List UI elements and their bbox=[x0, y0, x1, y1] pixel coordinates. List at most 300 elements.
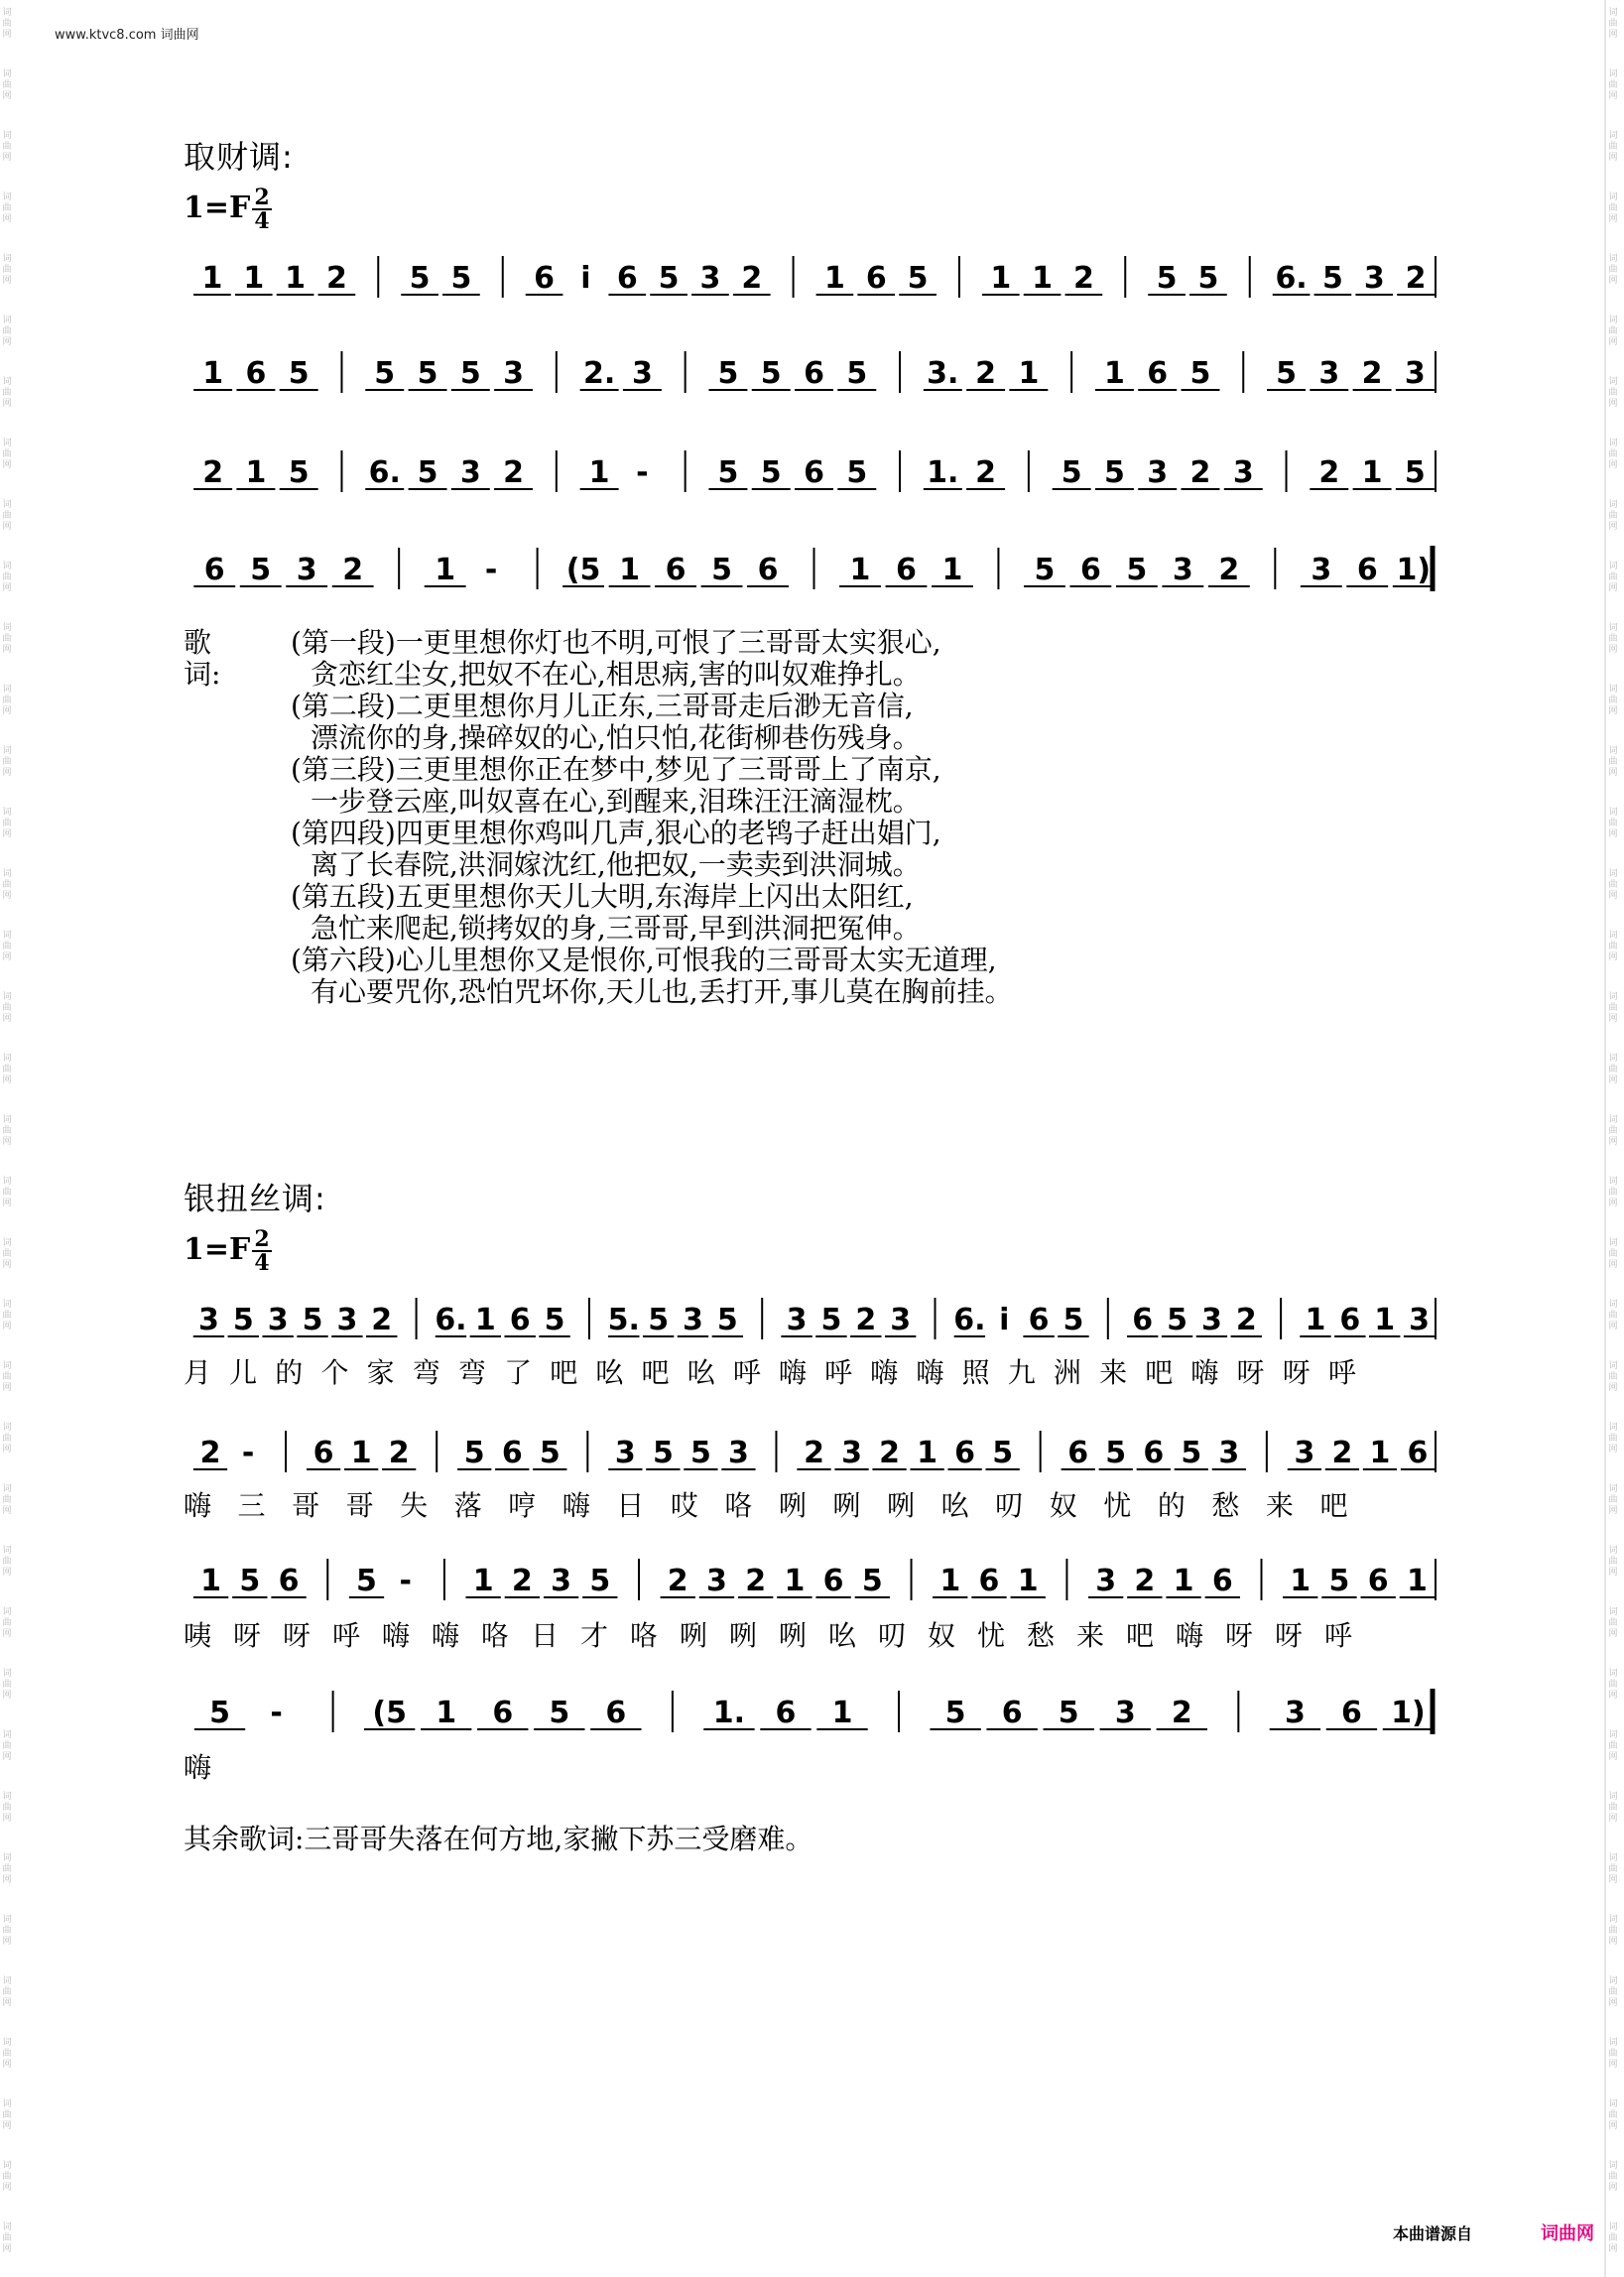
song2-line2-note: 6 bbox=[1067, 1436, 1089, 1470]
song2-line3-note: 5 bbox=[239, 1564, 261, 1598]
song1-key-signature bbox=[184, 187, 272, 232]
footer-source-text: 本曲谱源自 bbox=[1393, 2224, 1473, 2243]
song2-line1-note: 5 bbox=[544, 1303, 565, 1337]
song2-line2-note: 5 bbox=[539, 1436, 561, 1470]
side-watermark-text: 词曲网 bbox=[2, 808, 12, 839]
side-watermark-text: 词曲网 bbox=[1608, 1484, 1618, 1516]
footer-site-logo: 词曲网 bbox=[1541, 2223, 1594, 2244]
song1-line2-note: 3 bbox=[1404, 356, 1426, 391]
song2-line3-note: 1 bbox=[1290, 1564, 1312, 1598]
song2-time-num: 2 bbox=[254, 1226, 270, 1252]
song2-lyric-char: 洲 bbox=[1053, 1356, 1081, 1389]
song2-line2-note: 2 bbox=[388, 1436, 410, 1470]
song1-line4-note: 3 bbox=[296, 553, 317, 587]
song2-line2-note: 6 bbox=[1407, 1436, 1429, 1470]
song2-lyric-char: 吧 bbox=[1126, 1619, 1155, 1652]
song2-lyric-char: 吧 bbox=[1319, 1489, 1348, 1522]
side-watermark-text: 词曲网 bbox=[1608, 869, 1618, 901]
side-watermark-text: 词曲网 bbox=[2, 992, 12, 1024]
side-watermark-text: 词曲网 bbox=[1608, 1853, 1618, 1885]
song2-lyric-char: 嗨 bbox=[432, 1619, 460, 1652]
song2-line1-note: 3 bbox=[1409, 1303, 1431, 1337]
song2-line1-note: 5 bbox=[302, 1303, 323, 1337]
song2-lyric-char: 呀 bbox=[1282, 1356, 1311, 1389]
song2-time-den: 4 bbox=[254, 1250, 270, 1276]
song2-lyric-char: 吆 bbox=[940, 1489, 969, 1522]
song2-line3-notation-svg bbox=[184, 1551, 1438, 1620]
side-watermark-text: 词曲网 bbox=[1608, 1115, 1618, 1147]
side-watermark-text: 词曲网 bbox=[2, 2099, 12, 2131]
song2-line3-note: 1 bbox=[784, 1564, 806, 1598]
song1-line1-note: 3 bbox=[1363, 261, 1385, 296]
side-watermark-text: 词曲网 bbox=[1608, 1361, 1618, 1393]
side-watermark-text: 词曲网 bbox=[2, 316, 12, 347]
song2-line4-note: 6 bbox=[775, 1696, 797, 1730]
song1-line3-note: 5 bbox=[1404, 455, 1426, 490]
song1-line4-note: 5 bbox=[711, 553, 732, 587]
song2-line1-note: 3 bbox=[1200, 1303, 1222, 1337]
song2-lyric-char: 的 bbox=[1157, 1489, 1186, 1522]
song2-line2-note: 5 bbox=[992, 1436, 1014, 1470]
side-watermark-text: 词曲网 bbox=[1608, 500, 1618, 532]
side-watermark-text: 词曲网 bbox=[2, 1177, 12, 1208]
side-watermark-text: 词曲网 bbox=[1608, 2161, 1618, 2193]
song2-lyric-char: 咧 bbox=[729, 1619, 758, 1652]
song2-line3-note: 1 bbox=[1173, 1564, 1194, 1598]
side-watermark-text: 词曲网 bbox=[2, 746, 12, 778]
song1-line4-note: 1 bbox=[849, 553, 871, 587]
song2-staff-line-3 bbox=[184, 1551, 1438, 1620]
song2-line2-note: 5 bbox=[1181, 1436, 1202, 1470]
side-watermark-text: 词曲网 bbox=[1608, 1423, 1618, 1455]
song2-line1-note: 5 bbox=[820, 1303, 842, 1337]
song1-staff-line-4 bbox=[184, 540, 1438, 609]
song1-time-den: 4 bbox=[254, 208, 270, 234]
song2-line1-note: 3 bbox=[267, 1303, 289, 1337]
right-watermark-strip bbox=[1604, 0, 1624, 2277]
song2-line4-note: 6 bbox=[1001, 1696, 1023, 1730]
side-watermark-text: 词曲网 bbox=[1608, 1177, 1618, 1208]
song1-line2-note: 5 bbox=[1276, 356, 1297, 391]
song2-line1-note: 5. bbox=[607, 1303, 640, 1337]
song2-lyric-char: 哎 bbox=[670, 1489, 698, 1522]
song1-line1-note: 3 bbox=[699, 261, 721, 296]
song1-line2-note: 6 bbox=[245, 356, 267, 391]
song2-lyric-line-3 bbox=[184, 1614, 1438, 1654]
song2-line4-note: 1) bbox=[1391, 1696, 1426, 1730]
song2-line3-note: 6 bbox=[978, 1564, 1000, 1598]
song2-line2-note: 1 bbox=[350, 1436, 372, 1470]
song2-line4-notation-svg bbox=[184, 1683, 1438, 1752]
song2-lyric-char: 吧 bbox=[550, 1356, 578, 1389]
song1-line4-note: - bbox=[484, 553, 498, 587]
side-watermark-text: 词曲网 bbox=[1608, 623, 1618, 655]
song1-line3-note: 3 bbox=[1232, 455, 1254, 490]
song1-line2-note: 6 bbox=[1147, 356, 1169, 391]
song2-line1-note: 1 bbox=[1374, 1303, 1396, 1337]
lyrics-label: 歌词: bbox=[184, 626, 221, 691]
side-watermark-text: 词曲网 bbox=[1608, 808, 1618, 839]
song1-line3-note: 5 bbox=[288, 455, 310, 490]
song2-lyric-char: 嗨 bbox=[1176, 1619, 1204, 1652]
song2-lyric-char: 愁 bbox=[1027, 1619, 1056, 1652]
song2-lyric-char: 吆 bbox=[687, 1356, 715, 1389]
song2-line2-note: 2 bbox=[804, 1436, 824, 1470]
song2-line3-note: 5 bbox=[861, 1564, 883, 1598]
song1-line2-note: 1 bbox=[1103, 356, 1125, 391]
song2-line3-note: 6 bbox=[822, 1564, 844, 1598]
song2-lyric-char: 哼 bbox=[508, 1489, 537, 1522]
side-watermark-text: 词曲网 bbox=[1608, 2222, 1618, 2254]
song2-line2-note: 5 bbox=[1105, 1436, 1127, 1470]
song2-line2-note: 2 bbox=[1331, 1436, 1353, 1470]
song2-line2-note: 1 bbox=[1369, 1436, 1391, 1470]
song2-lyric-char: 才 bbox=[580, 1619, 609, 1652]
side-watermark-text: 词曲网 bbox=[2, 1361, 12, 1393]
song2-line2-note: 3 bbox=[841, 1436, 862, 1470]
song2-line4-note: 6 bbox=[1340, 1696, 1362, 1730]
song2-line3-note: 1 bbox=[200, 1564, 222, 1598]
song2-lyric-char: 日 bbox=[616, 1489, 645, 1522]
song2-lyric-char: 咧 bbox=[779, 1619, 808, 1652]
side-watermark-text: 词曲网 bbox=[2, 1730, 12, 1762]
song2-line4-note: 6 bbox=[605, 1696, 627, 1730]
song1-line3-note: 1 bbox=[1361, 455, 1383, 490]
song1-line2-note: 3. bbox=[927, 356, 959, 391]
song1-line4-notation-svg bbox=[184, 540, 1438, 609]
song2-lyric-char: 吧 bbox=[1145, 1356, 1174, 1389]
song2-line2-note: 6 bbox=[501, 1436, 523, 1470]
song2-lyric-char: 嗨 bbox=[779, 1356, 808, 1389]
side-watermark-text: 词曲网 bbox=[1608, 439, 1618, 470]
song1-staff-line-1 bbox=[184, 248, 1438, 317]
song2-lyric-char: 咧 bbox=[887, 1489, 916, 1522]
song1-line4-note: 3 bbox=[1311, 553, 1332, 587]
song1-line1-note: 5 bbox=[1321, 261, 1343, 296]
song2-lyric-char: 失 bbox=[400, 1489, 429, 1522]
side-watermark-text: 词曲网 bbox=[2, 8, 12, 40]
song2-lyric-char: 咧 bbox=[779, 1489, 808, 1522]
song2-title: 银扭丝调: bbox=[184, 1180, 326, 1217]
song2-lyric-char: 儿 bbox=[229, 1356, 258, 1389]
song2-lyric-char: 呀 bbox=[1225, 1619, 1254, 1652]
song1-line1-note: 5 bbox=[1197, 261, 1219, 296]
song2-line2-note: 1 bbox=[917, 1436, 938, 1470]
song2-line2-note: 2 bbox=[199, 1436, 221, 1470]
song2-lyric-line-2 bbox=[184, 1484, 1438, 1524]
song2-lyric-char: 吆 bbox=[595, 1356, 624, 1389]
side-watermark-text: 词曲网 bbox=[2, 1115, 12, 1147]
side-watermark-text: 词曲网 bbox=[2, 254, 12, 286]
side-watermark-text: 词曲网 bbox=[2, 2161, 12, 2193]
song2-line2-note: 3 bbox=[1218, 1436, 1240, 1470]
song1-line2-note: 2 bbox=[975, 356, 997, 391]
song2-line1-note: 3 bbox=[890, 1303, 912, 1337]
song2-line3-note: 3 bbox=[551, 1564, 572, 1598]
song2-line1-note: 2 bbox=[371, 1303, 393, 1337]
song2-lyric-line-1 bbox=[184, 1351, 1438, 1391]
song1-line3-note: 5 bbox=[1061, 455, 1082, 490]
song2-line3-note: 2 bbox=[745, 1564, 767, 1598]
side-watermark-text: 词曲网 bbox=[1608, 2038, 1618, 2070]
song1-line1-note: 2 bbox=[325, 261, 347, 296]
song1-line3-note: 1 bbox=[588, 455, 610, 490]
song1-line3-note: 2 bbox=[975, 455, 997, 490]
song1-line3-note: 1. bbox=[927, 455, 959, 490]
song1-line2-note: 3 bbox=[631, 356, 653, 391]
song2-line4-note: 1 bbox=[831, 1696, 853, 1730]
song2-line2-notation-svg bbox=[184, 1423, 1438, 1492]
song2-lyric-char: 咦 bbox=[184, 1619, 212, 1652]
song2-line3-note: 1 bbox=[939, 1564, 961, 1598]
song1-line1-note: 5 bbox=[658, 261, 680, 296]
song2-staff-line-4 bbox=[184, 1683, 1438, 1752]
side-watermark-text: 词曲网 bbox=[1608, 562, 1618, 593]
song1-line2-note: 1 bbox=[202, 356, 224, 391]
song2-lyric-char: 落 bbox=[453, 1489, 482, 1522]
song2-lyric-char: 嗨 bbox=[382, 1619, 411, 1652]
song1-line1-note: 5 bbox=[450, 261, 472, 296]
song1-line2-note: 5 bbox=[846, 356, 868, 391]
song1-line4-note: 5 bbox=[250, 553, 272, 587]
song2-line2-note: 6 bbox=[1143, 1436, 1165, 1470]
side-watermark-text: 词曲网 bbox=[2, 131, 12, 163]
side-watermark-text: 词曲网 bbox=[1608, 1546, 1618, 1578]
song1-line3-note: - bbox=[636, 455, 649, 490]
side-watermark-text: 词曲网 bbox=[2, 562, 12, 593]
song1-line2-note: 5 bbox=[417, 356, 438, 391]
song2-lyric-char: 的 bbox=[275, 1356, 304, 1389]
side-watermark-text: 词曲网 bbox=[1608, 1669, 1618, 1701]
song2-lyric-char: 嗨 bbox=[184, 1751, 212, 1784]
song2-lyric-char: 吧 bbox=[641, 1356, 670, 1389]
song2-lyric-char: 呼 bbox=[1327, 1356, 1356, 1389]
song2-line1-note: 6 bbox=[1339, 1303, 1361, 1337]
song1-line3-note: 2 bbox=[202, 455, 224, 490]
song2-lyric-line-4 bbox=[184, 1746, 1438, 1786]
song2-line2-note: 5 bbox=[652, 1436, 674, 1470]
song2-line4-note: 6 bbox=[492, 1696, 514, 1730]
side-watermark-text: 词曲网 bbox=[2, 931, 12, 962]
song1-staff-line-3 bbox=[184, 443, 1438, 512]
song2-lyric-char: 了 bbox=[504, 1356, 533, 1389]
side-watermark-text: 词曲网 bbox=[1608, 1300, 1618, 1331]
song2-staff-line-1 bbox=[184, 1290, 1438, 1359]
song1-line3-note: 2 bbox=[1189, 455, 1211, 490]
song1-line2-note: 5 bbox=[459, 356, 481, 391]
song1-line3-note: 3 bbox=[1147, 455, 1169, 490]
song1-line1-note: 5 bbox=[907, 261, 929, 296]
song2-lyric-char: 呀 bbox=[1275, 1619, 1304, 1652]
side-watermark-text: 词曲网 bbox=[1608, 746, 1618, 778]
song2-lyric-char: 呀 bbox=[1236, 1356, 1265, 1389]
lyric-verse-4-line-1: (第四段)四更里想你鸡叫几声,狠心的老鸨子赶出娼门, bbox=[291, 817, 941, 849]
song2-lyric-char: 呼 bbox=[1324, 1619, 1353, 1652]
song2-line4-note: (5 bbox=[372, 1696, 407, 1730]
song2-lyric-char: 哥 bbox=[292, 1489, 320, 1522]
song1-line4-note: 6 bbox=[203, 553, 225, 587]
song2-line2-note: 3 bbox=[728, 1436, 749, 1470]
side-watermark-text: 词曲网 bbox=[2, 1853, 12, 1885]
side-watermark-text: 词曲网 bbox=[1608, 377, 1618, 409]
side-watermark-text: 词曲网 bbox=[2, 1238, 12, 1270]
song1-line1-note: 1 bbox=[1032, 261, 1054, 296]
song1-key: 1=F bbox=[184, 190, 251, 225]
side-watermark-text: 词曲网 bbox=[2, 685, 12, 716]
song1-line1-note: i bbox=[580, 261, 591, 296]
song2-line1-note: 2 bbox=[855, 1303, 877, 1337]
song1-line2-note: 2. bbox=[582, 356, 616, 391]
side-watermark-text: 词曲网 bbox=[2, 1054, 12, 1085]
song2-line3-note: 6 bbox=[1211, 1564, 1233, 1598]
song1-line1-note: 5 bbox=[1156, 261, 1178, 296]
song1-line1-note: 2 bbox=[1405, 261, 1427, 296]
song2-line4-note: 3 bbox=[1284, 1696, 1306, 1730]
song2-line2-note: 6 bbox=[954, 1436, 976, 1470]
song1-line4-note: 2 bbox=[342, 553, 364, 587]
song2-lyric-char: 咯 bbox=[630, 1619, 659, 1652]
song1-line1-note: 2 bbox=[1072, 261, 1094, 296]
song1-line3-notation-svg bbox=[184, 443, 1438, 512]
side-watermark-text: 词曲网 bbox=[2, 2038, 12, 2070]
left-watermark-strip bbox=[0, 0, 18, 2277]
song2-line1-note: 6. bbox=[953, 1303, 986, 1337]
lyrics-verses bbox=[291, 627, 1013, 1008]
song2-line1-note: 5 bbox=[716, 1303, 738, 1337]
song2-lyric-char: 咧 bbox=[832, 1489, 861, 1522]
side-watermark-text: 词曲网 bbox=[1608, 1054, 1618, 1085]
song1-line4-note: 1 bbox=[941, 553, 963, 587]
song1-line3-note: 5 bbox=[417, 455, 438, 490]
song2-lyric-char: 呀 bbox=[283, 1619, 312, 1652]
song2-line4-note: 5 bbox=[1058, 1696, 1079, 1730]
side-watermark-text: 词曲网 bbox=[2, 1423, 12, 1455]
song2-lyric-char: 嗨 bbox=[870, 1356, 899, 1389]
song2-key-signature bbox=[184, 1228, 272, 1274]
song2-line2-note: 3 bbox=[614, 1436, 636, 1470]
song2-lyric-char: 弯 bbox=[412, 1356, 440, 1389]
song1-line1-note: 1 bbox=[243, 261, 265, 296]
song2-line3-note: 5 bbox=[1328, 1564, 1350, 1598]
song2-line4-note: 5 bbox=[944, 1696, 966, 1730]
song2-line1-note: 3 bbox=[786, 1303, 808, 1337]
song1-line4-note: 2 bbox=[1218, 553, 1240, 587]
song1-line1-note: 2 bbox=[741, 261, 763, 296]
song2-line4-note: 1. bbox=[712, 1696, 746, 1730]
lyric-verse-6-line-1: (第六段)心儿里想你又是恨你,可恨我的三哥哥太实无道理, bbox=[291, 944, 997, 976]
song2-lyric-char: 呼 bbox=[732, 1356, 761, 1389]
song1-line1-note: 6 bbox=[865, 261, 887, 296]
song2-line4-note: - bbox=[270, 1696, 283, 1730]
song2-lyric-char: 奴 bbox=[928, 1619, 956, 1652]
song2-lyric-char: 嗨 bbox=[562, 1489, 590, 1522]
song2-lyric-char: 月 bbox=[184, 1356, 212, 1389]
song2-line4-note: 3 bbox=[1114, 1696, 1136, 1730]
side-watermark-text: 词曲网 bbox=[1608, 316, 1618, 347]
song1-line3-note: 1 bbox=[245, 455, 267, 490]
song1-line1-note: 6. bbox=[1275, 261, 1308, 296]
song2-line1-note: 6 bbox=[509, 1303, 531, 1337]
song1-line4-note: 3 bbox=[1172, 553, 1193, 587]
side-watermark-text: 词曲网 bbox=[1608, 8, 1618, 40]
side-watermark-text: 词曲网 bbox=[1608, 2099, 1618, 2131]
other-lyrics: 其余歌词:三哥哥失落在何方地,家撇下苏三受磨难。 bbox=[184, 1823, 813, 1855]
song2-lyric-char: 嗨 bbox=[184, 1489, 212, 1522]
song2-line3-note: 5 bbox=[589, 1564, 611, 1598]
song2-lyric-char: 日 bbox=[531, 1619, 560, 1652]
song2-lyric-char: 叨 bbox=[878, 1619, 907, 1652]
song1-line3-note: 2 bbox=[503, 455, 525, 490]
song2-line1-note: 6. bbox=[435, 1303, 467, 1337]
song1-line2-note: 2 bbox=[1361, 356, 1383, 391]
song2-lyric-char: 三 bbox=[237, 1489, 266, 1522]
song2-line3-note: - bbox=[399, 1564, 412, 1598]
song1-line3-note: 5 bbox=[717, 455, 739, 490]
song2-lyric-char: 照 bbox=[961, 1356, 990, 1389]
song2-lyric-char: 来 bbox=[1099, 1356, 1128, 1389]
song2-line1-note: 5 bbox=[1062, 1303, 1084, 1337]
lyric-verse-3-line-1: (第三段)三更里想你正在梦中,梦见了三哥哥上了南京, bbox=[291, 753, 941, 786]
side-watermark-text: 词曲网 bbox=[1608, 131, 1618, 163]
song2-lyric-char: 咯 bbox=[481, 1619, 510, 1652]
song1-line3-note: 3 bbox=[459, 455, 481, 490]
song2-line1-note: 3 bbox=[197, 1303, 219, 1337]
song2-line2-note: 3 bbox=[1294, 1436, 1315, 1470]
side-watermark-text: 词曲网 bbox=[1608, 1976, 1618, 2008]
side-watermark-text: 词曲网 bbox=[2, 1915, 12, 1947]
song1-line2-note: 5 bbox=[374, 356, 396, 391]
song2-line3-note: 1 bbox=[1406, 1564, 1428, 1598]
site-header-url: www.ktvc8.com 词曲网 bbox=[55, 28, 199, 43]
song1-line2-note: 5 bbox=[717, 356, 739, 391]
song1-line2-note: 5 bbox=[288, 356, 310, 391]
song2-line3-note: 2 bbox=[511, 1564, 533, 1598]
side-watermark-text: 词曲网 bbox=[1608, 69, 1618, 101]
side-watermark-text: 词曲网 bbox=[2, 1607, 12, 1639]
song2-line3-note: 3 bbox=[706, 1564, 727, 1598]
song2-line1-note: i bbox=[999, 1303, 1010, 1337]
song2-lyric-char: 奴 bbox=[1049, 1489, 1077, 1522]
song1-line1-note: 6 bbox=[616, 261, 638, 296]
song2-line1-note: 6 bbox=[1132, 1303, 1154, 1337]
song1-line4-note: 1 bbox=[435, 553, 456, 587]
side-watermark-text: 词曲网 bbox=[2, 377, 12, 409]
song2-lyric-char: 愁 bbox=[1211, 1489, 1240, 1522]
song1-line2-note: 1 bbox=[1018, 356, 1040, 391]
side-watermark-text: 词曲网 bbox=[2, 1484, 12, 1516]
song2-line3-note: 1 bbox=[1017, 1564, 1039, 1598]
song1-line3-note: 5 bbox=[846, 455, 868, 490]
song2-lyric-char: 呀 bbox=[233, 1619, 262, 1652]
side-watermark-text: 词曲网 bbox=[2, 1546, 12, 1578]
lyric-verse-5-line-2: 急忙来爬起,锁拷奴的身,三哥哥,早到洪洞把冤伸。 bbox=[311, 912, 921, 945]
song2-line3-note: 6 bbox=[278, 1564, 300, 1598]
side-watermark-text: 词曲网 bbox=[2, 869, 12, 901]
song2-lyric-char: 咯 bbox=[724, 1489, 753, 1522]
song1-line2-note: 6 bbox=[804, 356, 824, 391]
side-watermark-text: 词曲网 bbox=[1608, 685, 1618, 716]
side-watermark-text: 词曲网 bbox=[1608, 1607, 1618, 1639]
lyric-verse-6-line-2: 有心要咒你,恐怕咒坏你,天儿也,丢打开,事儿莫在胸前挂。 bbox=[311, 975, 1013, 1008]
side-watermark-text: 词曲网 bbox=[2, 1669, 12, 1701]
side-watermark-text: 词曲网 bbox=[1608, 1730, 1618, 1762]
song2-lyric-char: 来 bbox=[1076, 1619, 1105, 1652]
song1-line4-note: 6 bbox=[896, 553, 917, 587]
song1-line3-note: 6 bbox=[804, 455, 824, 490]
song2-lyric-char: 弯 bbox=[457, 1356, 486, 1389]
song2-lyric-char: 忧 bbox=[1103, 1489, 1132, 1522]
lyric-verse-1-line-2: 贪恋红尘女,把奴不在心,相思病,害的叫奴难挣扎。 bbox=[311, 658, 921, 691]
